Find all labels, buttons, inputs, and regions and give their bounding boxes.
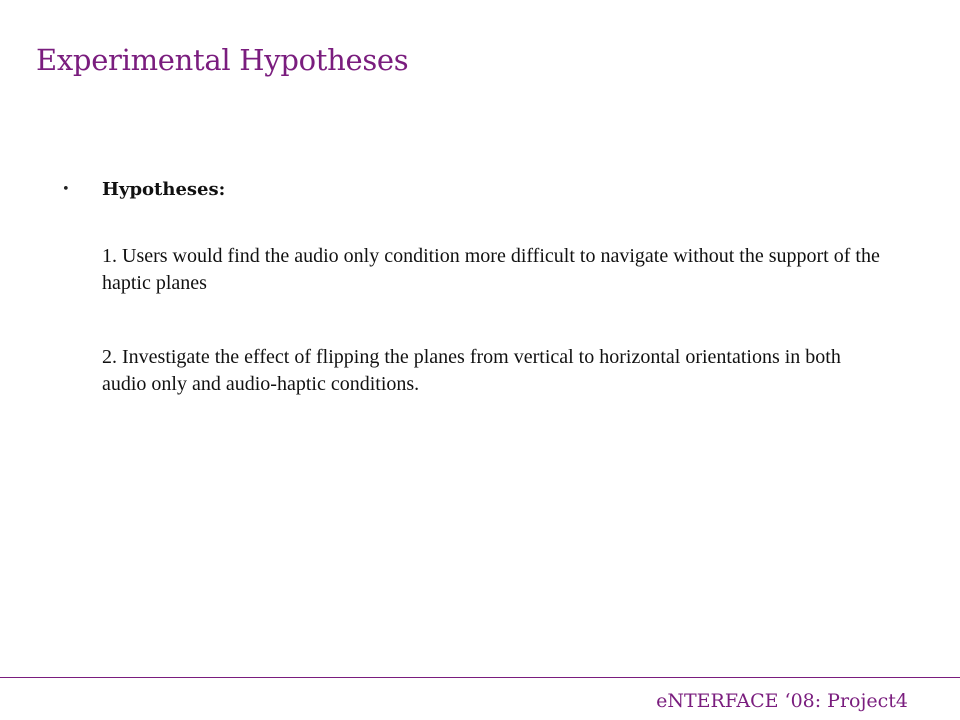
hypothesis-2: 2. Investigate the effect of flipping the planes from vertical to horizontal orientations in both audio only and audio-haptic conditions.: [102, 346, 841, 395]
bullet-icon: •: [62, 182, 70, 197]
footer-divider: [0, 677, 960, 678]
bullet-item: [62, 172, 882, 208]
hypothesis-1: 1. Users would find the audio only condition more difficult to navigate without the support of the haptic planes: [102, 245, 880, 294]
footer-label: eNTERFACE ‘08: Project4: [656, 690, 908, 712]
bullet-heading: Hypotheses:: [102, 179, 226, 200]
slide-content: [62, 172, 882, 398]
slide-title: Experimental Hypotheses: [36, 43, 409, 77]
